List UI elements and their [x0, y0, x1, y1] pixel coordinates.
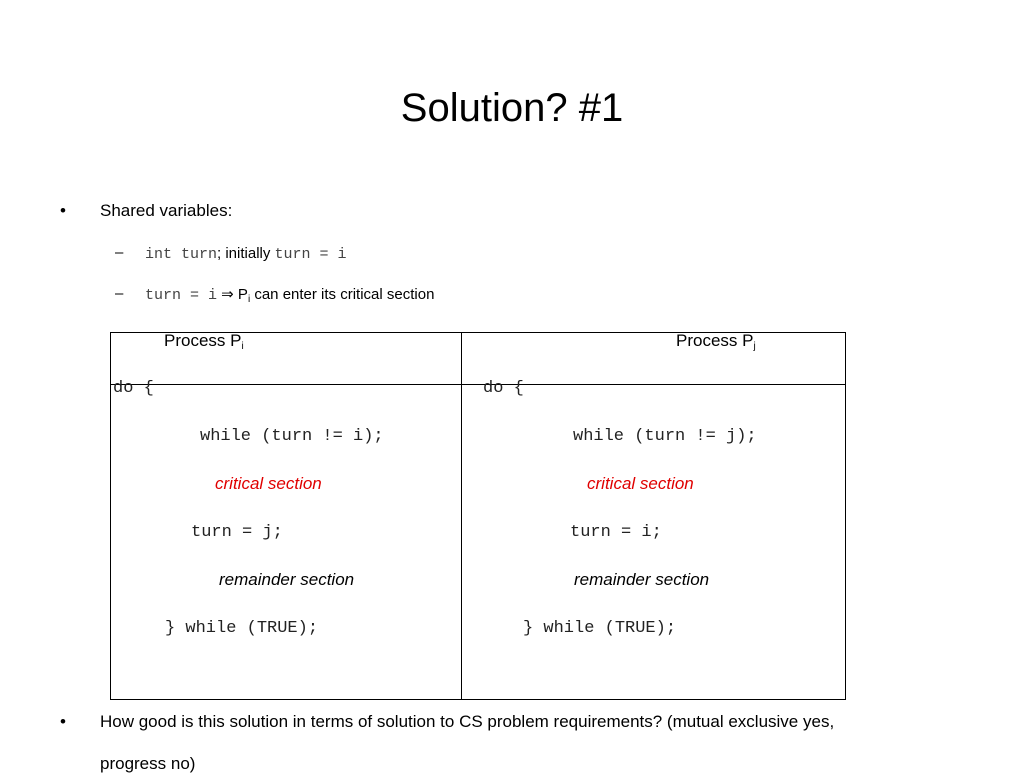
code-do: do { [113, 379, 154, 398]
bullet-evaluation-line1: How good is this solution in terms of solution to CS problem requirements? (mutual exclusive yes, [100, 712, 835, 731]
critical-section-label: critical section [587, 474, 694, 493]
code-end-while: } while (TRUE); [523, 619, 677, 638]
remainder-section-label: remainder section [219, 570, 355, 589]
header-subscript: i [241, 341, 244, 352]
header-label: Process P [676, 331, 754, 350]
bullet-marker: • [60, 712, 66, 731]
slide-title: Solution? #1 [400, 86, 624, 130]
process-pj-header [676, 331, 756, 352]
header-subscript: j [753, 341, 756, 352]
process-pi-header [164, 331, 244, 352]
sub-bullet-marker: – [115, 244, 124, 261]
remainder-section-label: remainder section [574, 570, 710, 589]
critical-section-label: critical section [215, 474, 322, 493]
sub-bullet-int-turn [145, 244, 347, 265]
bullet-marker: • [60, 201, 66, 220]
code-while: while (turn != j); [573, 427, 757, 446]
code-assign: turn = i; [570, 523, 662, 542]
header-divider [111, 384, 845, 385]
sub-bullet-turn-implies [145, 285, 434, 310]
code-turn-i: turn = i [145, 287, 218, 304]
code-do: do { [483, 379, 524, 398]
code-end-while: } while (TRUE); [165, 619, 319, 638]
code-int-turn: int turn [145, 246, 218, 263]
header-label: Process P [164, 331, 242, 350]
initially-text: ; initially [217, 245, 275, 262]
process-table [110, 332, 846, 700]
code-turn-i: turn = i [274, 246, 347, 263]
subscript-i: i [247, 294, 251, 305]
column-divider [461, 333, 462, 699]
critical-section-text: can enter its critical section [250, 286, 435, 303]
code-while: while (turn != i); [200, 427, 384, 446]
implies-arrow: ⇒ P [217, 286, 248, 303]
sub-bullet-marker: – [115, 285, 124, 302]
bullet-shared-variables: Shared variables: [100, 201, 233, 220]
code-assign: turn = j; [191, 523, 283, 542]
bullet-evaluation-line2: progress no) [100, 754, 196, 773]
